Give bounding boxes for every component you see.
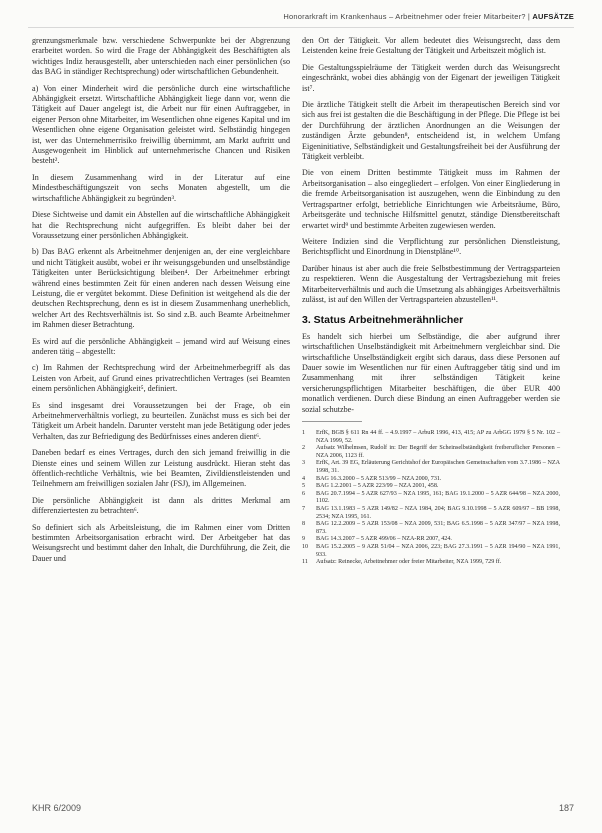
footnote <box>302 491 560 506</box>
footnote-text: BAG 14.3.2007 – 5 AZR 499/06 – NZA-RR 2007, 424. <box>316 536 452 543</box>
footnote-number: 2 <box>302 445 306 452</box>
footnote-text: ErfK, Art. 39 EG, Erläuterung Gerichtshof der Europäischen Gemeinschaften vom 3.7.1986 – NZA 1998, 31. <box>316 460 560 474</box>
footnote-text: BAG 12.2.2009 – 5 AZR 153/08 – NZA 2009, 531; BAG 6.5.1998 – 5 AZR 347/97 – NZA 1998, 873. <box>316 521 560 535</box>
footnote <box>302 506 560 521</box>
footnote-number: 8 <box>302 521 306 528</box>
footnote <box>302 460 560 475</box>
footnote-text: BAG 1.2.2001 – 5 AZR 223/99 – NZA 2001, 458. <box>316 483 439 490</box>
paragraph: Die ärztliche Tätigkeit stellt die Arbeit im therapeutischen Bereich sind vor sich aus frei ist gestalten die die Beschäftigung in der Pflege. Die Pflege ist bei der Durchführung der ärztlichen Anordnungen an die Weisungen der zuständigen Ärzte gebunden⁸, entscheidend ist, in welchem Umfang Eigeninitiative, Selbständigkeit und Gestaltungsfreiheit bei der Ausführung der Tätigkeit verbleibt. <box>302 100 560 162</box>
footnote-text: BAG 16.3.2000 – 5 AZR 513/99 – NZA 2000, 731. <box>316 475 442 482</box>
footnote-number: 4 <box>302 475 306 482</box>
footnote-divider <box>302 421 362 422</box>
footnote <box>302 483 560 491</box>
paragraph: Diese Sichtweise und damit ein Abstellen auf die wirtschaftliche Abhängigkeit hat die Rechtsprechung nicht aufgegriffen. Es bleibt daher bei der Voraussetzung einer persönlichen Abhängigkeit. <box>32 210 290 240</box>
footnote <box>302 544 560 559</box>
paragraph: Die persönliche Abhängigkeit ist dann als drittes Merkmal am differenziertesten zu betrachten⁶. <box>32 495 290 516</box>
paragraph: Weitere Indizien sind die Verpflichtung zur persönlichen Dienstleistung, Berichtspflicht und Einordnung in Dienstpläne¹⁰. <box>302 236 560 257</box>
footnote-number: 10 <box>302 543 309 550</box>
running-title: Honorarkraft im Krankenhaus – Arbeitnehmer oder freier Mitarbeiter? | <box>283 12 531 21</box>
paragraph: den Ort der Tätigkeit. Vor allem bedeutet dies Weisungsrecht, dass dem Leistenden keine freie Gestaltung der Tätigkeit und Arbeitszeit möglich ist. <box>302 36 560 56</box>
footnote-number: 11 <box>302 559 308 566</box>
paragraph: In diesem Zusammenhang wird in der Literatur auf eine Mindestbeschäftigungszeit von sechs Monaten abgestellt, um die wirtschaftliche Abhängigkeit zu begründen³. <box>32 172 290 203</box>
paragraph: a) Von einer Minderheit wird die persönliche durch eine wirtschaftliche Abhängigkeit ersetzt. Wirtschaftliche Abhängigkeit liege dann vor, wenn die Tätigkeit auf Dauer angelegt ist, die Arbeit nur für einen Auftraggeber, in eigener Person ohne Mitarbeiter, im Wesentlichen ohne eigenes Kapital und im Wesentlichen ohne eigene Organisation geleistet wird. Selbständig hingegen ist, wer das Unternehmerrisiko freiwillig übernimmt, am Markt auftritt und Ausgewogenheit im Hinblick auf unternehmerische Chancen und Risiken besteht². <box>32 83 290 166</box>
footnote <box>302 430 560 445</box>
paragraph: Daneben bedarf es eines Vertrages, durch den sich jemand freiwillig in die Dienste eines und seinem Willen zur Leistung ausdrückt. Hieran steht das öffentlich-rechtliche Verhältnis, wie bei Beamten, Zivildienstleistenden und Teilnehmern am freiwilligen sozialen Jahr (FSJ), im Allgemeinen. <box>32 448 290 489</box>
footnote <box>302 445 560 460</box>
paragraph: So definiert sich als Arbeitsleistung, die im Rahmen einer vom Dritten bestimmten Arbeitsorganisation erbracht wird. Der Arbeitgeber hat das Weisungsrecht und bestimmt daher den Inhalt, die Durchführung, die Zeit, die Dauer und <box>32 522 290 563</box>
paragraph: grenzungsmerkmale bzw. verschiedene Schwerpunkte bei der Abgrenzung erarbeitet worden. So wird die Frage der Abhängigkeit des Beschäftigten als wichtiges Indiz herausgestellt, aber unterschieden nach einer persönlichen (so das BAG in ständiger Rechtsprechung) oder wirtschaftlichen Gebundenheit. <box>32 36 290 77</box>
running-header <box>283 12 574 21</box>
footnote-text: Aufsatz Wilhelmsen, Rudolf in: Der Begriff der Scheinselbständigkeit freiberuflicher Personen – NZA 2006, 1123 ff. <box>316 445 560 459</box>
left-column <box>32 36 290 570</box>
footnote <box>302 521 560 536</box>
footnote-number: 6 <box>302 490 306 497</box>
footnotes <box>302 430 560 567</box>
footnote-text: BAG 13.1.1983 – 5 AZR 149/82 – NZA 1984, 204; BAG 9.10.1998 – 5 AZR 609/97 – BB 1998, 2534; NZA 1995, 161. <box>316 505 560 520</box>
footnote-number: 9 <box>302 536 306 543</box>
page-number: 187 <box>558 803 574 813</box>
paragraph: Es sind insgesamt drei Voraussetzungen bei der Frage, ob ein Arbeitnehmerverhältnis vorliegt, zu beurteilen. Zunächst muss es sich bei der Tätigkeit um Arbeit handeln. Darunter versteht man jede Betätigung oder jedes Verhalten, das zur Befriedigung des Bedürfnisses eines anderen dient⁶. <box>32 400 290 441</box>
paragraph: Darüber hinaus ist aber auch die freie Selbstbestimmung der Vertragsparteien zu respektieren. Wenn die Ausgestaltung der Vertragsbeziehung mit freies Mitarbeiterverhältnis und auch die Umsetzung als abhängiges Arbeitsverhältnis zulässt, ist auf den Willen der Vertragsparteien abzustellen¹¹. <box>302 263 560 304</box>
header-divider <box>28 27 574 28</box>
section-label: AUFSÄTZE <box>532 12 574 21</box>
footnote-number: 1 <box>302 430 306 436</box>
paragraph: Die Gestaltungsspielräume der Tätigkeit werden durch das Weisungsrecht eingeschränkt, wobei dies abhängig von der Eigenart der jeweiligen Tätigkeit ist⁷. <box>302 62 560 93</box>
footnote <box>302 536 560 544</box>
paragraph: b) Das BAG erkennt als Arbeitnehmer denjenigen an, der eine vergleichbare und nicht Tätigkeit ausübt, wobei er ihr weisungsgebunden und unselbständige Tätigkeiten unter Berücksichtigung bleiben⁴. Der Arbeitnehmer erbringt während eines bestimmten Zeit für einen anderen nach dessen Weisung eine Leistung, die er vergütet bekommt. Diese Definition ist weitgehend als die der deutschen Rechtsprechung, denn es ist in diesem Zusammenhang unerheblich, welcher Art des Rechtsverhältnis ist. So sind z.B. auch Beamte Arbeitnehmer im Rahmen dieser Betrachtung. <box>32 247 290 330</box>
section-heading: 3. Status Arbeitnehmerähnlicher <box>302 314 464 327</box>
paragraph: Es wird auf die persönliche Abhängigkeit – jemand wird auf Weisung eines anderen tätig – abgestellt: <box>32 336 290 356</box>
footnote-number: 7 <box>302 505 306 512</box>
paragraph: Die von einem Dritten bestimmte Tätigkeit muss im Rahmen der Arbeitsorganisation – also eingegliedert – erfolgen. Von einer Eingliederung in die fremde Arbeitsorganisation ist auszugehen, wenn die Einbindung zu den Vertragspartner erfolgt, betriebliche Einrichtungen wie Arbeitsräume, Büro, Arbeitsgeräte und technische Hilfsmittel genutzt, ständige Dienstbereitschaft erwartet wird⁹ und bestimmte Arbeiten zugewiesen werden. <box>302 168 560 230</box>
footnote-text: BAG 20.7.1994 – 5 AZR 627/93 – NZA 1995, 161; BAG 19.1.2000 – 5 AZR 644/98 – NZA 2000, 1102. <box>316 490 560 505</box>
footnote-text: BAG 15.2.2005 – 9 AZR 51/04 – NZA 2006, 223; BAG 27.3.1991 – 5 AZR 194/90 – NZA 1991, 933. <box>316 543 560 558</box>
footnote <box>302 476 560 484</box>
right-column <box>302 36 560 567</box>
journal-issue: KHR 6/2009 <box>32 803 82 813</box>
footnote-number: 5 <box>302 483 306 490</box>
paragraph: Es handelt sich hierbei um Selbständige, die aber aufgrund ihrer wirtschaftlichen Unselbständigkeit mit Arbeitnehmern vergleichbar sind. Die wirtschaftliche Unselbständigkeit ergibt sich daraus, dass diese Personen auf Dauer sowie im Wesentlichen nur für einen Auftraggeber tätig sind und im Zusammenhang mit ihrer selbständigen Tätigkeit keine versicherungspflichtigen Mitarbeiter beschäftigen, die über EUR 400 monatlich verdienen. Durch diese Bindung an einen Auftraggeber werden sie sozial schutzbe- <box>302 331 560 414</box>
footnote <box>302 559 560 567</box>
page-footer <box>32 803 574 813</box>
footnote-text: Aufsatz: Reinecke, Arbeitnehmer oder freier Mitarbeiter, NZA 1999, 729 ff. <box>316 559 502 566</box>
footnote-number: 3 <box>302 460 306 467</box>
paragraph: c) Im Rahmen der Rechtsprechung wird der Arbeitnehmerbegriff als das Leisten von Arbeit, auf Grund eines privatrechtlichen Vertrages (sei Beamten einem persönlichen Abhängigkeit⁵, definiert. <box>32 363 290 394</box>
footnote-text: ErfK, BGB § 611 Rn 44 ff. – 4.9.1997 – ArbuR 1996, 413, 415; AP zu ArbGG 1979 § 5 Nr. 102 – NZA 1999, 52. <box>316 430 560 444</box>
